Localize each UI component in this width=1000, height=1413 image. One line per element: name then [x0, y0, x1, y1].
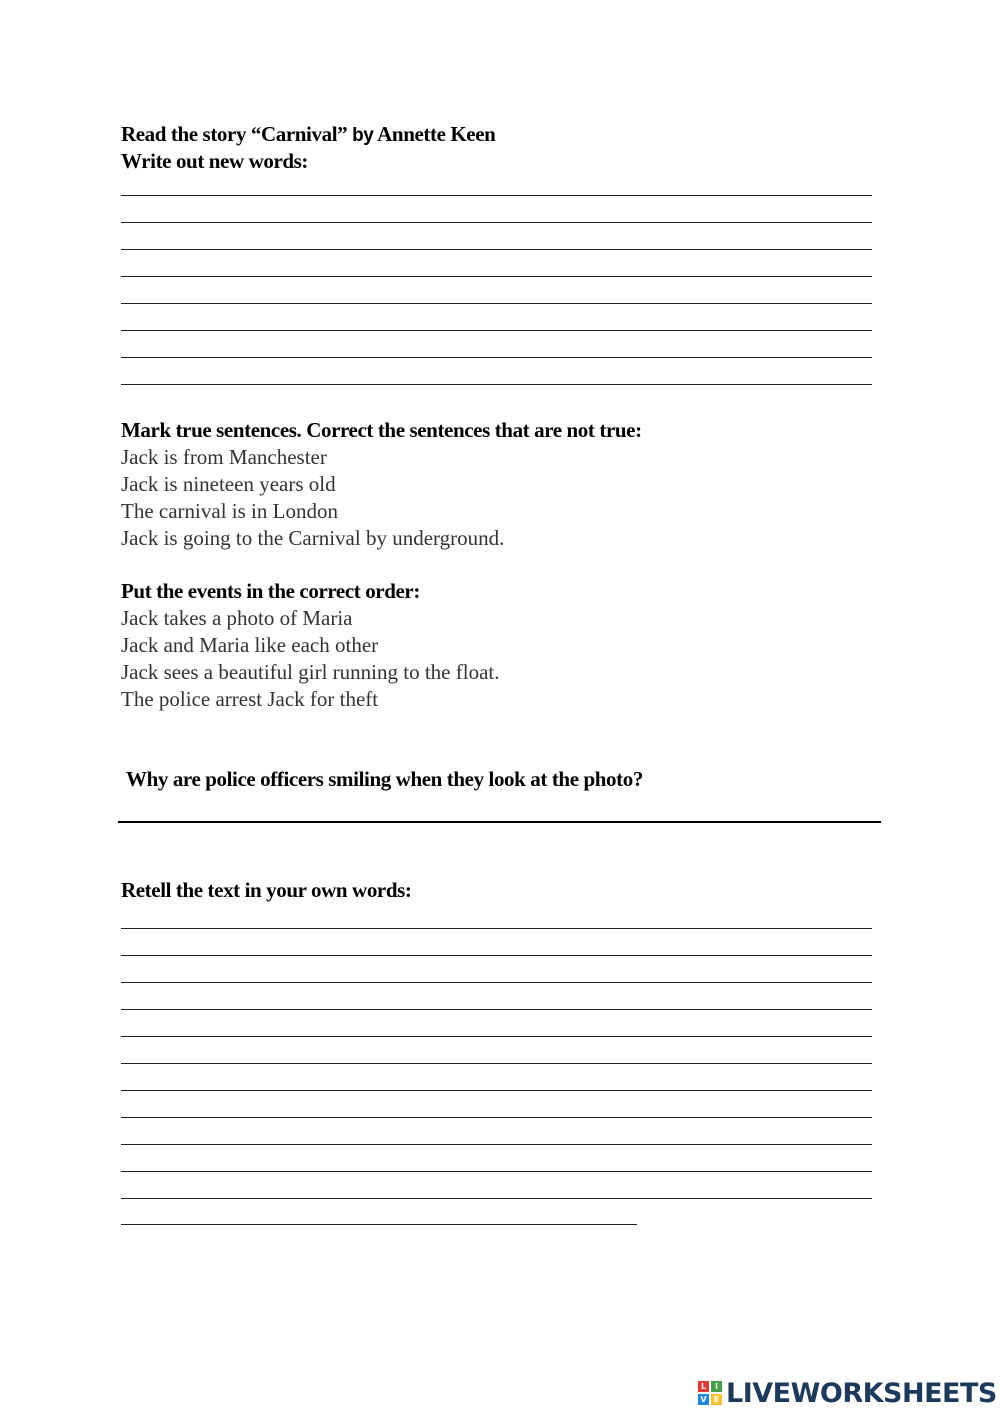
answer-line[interactable] — [121, 982, 872, 983]
answer-line[interactable] — [121, 1224, 637, 1225]
answer-line[interactable] — [121, 1009, 872, 1010]
logo-block: V — [698, 1394, 709, 1405]
new-words-instruction: Write out new words: — [121, 149, 309, 173]
story-title-by: by — [352, 125, 374, 146]
logo-block: E — [711, 1394, 722, 1405]
statement-item[interactable]: Jack is nineteen years old — [121, 472, 336, 496]
logo-block: I — [711, 1381, 722, 1392]
answer-line[interactable] — [121, 330, 872, 331]
statement-item[interactable]: Jack is from Manchester — [121, 445, 327, 469]
logo-block: L — [698, 1381, 709, 1392]
retell-heading: Retell the text in your own words: — [121, 878, 412, 902]
answer-line[interactable] — [121, 357, 872, 358]
logo-text: LIVEWORKSHEETS — [726, 1377, 997, 1409]
answer-line[interactable] — [121, 1198, 872, 1199]
event-item[interactable]: Jack and Maria like each other — [121, 633, 379, 657]
story-author: Annette Keen — [377, 122, 496, 146]
answer-line[interactable] — [121, 928, 872, 929]
true-false-heading: Mark true sentences. Correct the sentences that are not true: — [121, 418, 642, 442]
event-item[interactable]: Jack takes a photo of Maria — [121, 606, 353, 630]
answer-line[interactable] — [121, 384, 872, 385]
statement-item[interactable]: Jack is going to the Carnival by underground. — [121, 526, 505, 550]
answer-line[interactable] — [121, 249, 872, 250]
answer-line[interactable] — [121, 276, 872, 277]
answer-line[interactable] — [121, 222, 872, 223]
answer-line[interactable] — [121, 303, 872, 304]
answer-line[interactable] — [121, 1171, 872, 1172]
story-title — [121, 122, 495, 147]
answer-line[interactable] — [121, 1063, 872, 1064]
answer-line[interactable] — [121, 1036, 872, 1037]
question-heading: Why are police officers smiling when they look at the photo? — [126, 767, 643, 791]
story-title-text: Read the story “Carnival” — [121, 122, 348, 146]
question-answer-line[interactable] — [118, 821, 881, 823]
event-item[interactable]: The police arrest Jack for theft — [121, 687, 379, 711]
liveworksheets-logo — [698, 1376, 997, 1410]
answer-line[interactable] — [121, 1090, 872, 1091]
statement-item[interactable]: The carnival is in London — [121, 499, 338, 523]
answer-line[interactable] — [121, 955, 872, 956]
order-heading: Put the events in the correct order: — [121, 579, 420, 603]
answer-line[interactable] — [121, 195, 872, 196]
answer-line[interactable] — [121, 1117, 872, 1118]
logo-blocks-icon — [698, 1381, 722, 1405]
event-item[interactable]: Jack sees a beautiful girl running to the float. — [121, 660, 500, 684]
answer-line[interactable] — [121, 1144, 872, 1145]
